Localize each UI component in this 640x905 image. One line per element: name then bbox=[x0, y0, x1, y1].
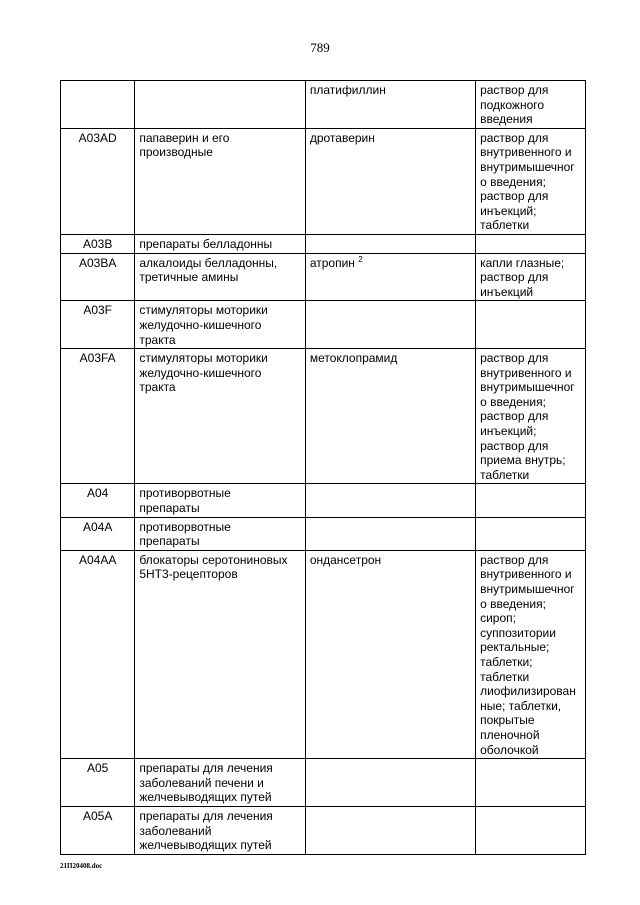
dosage-form-cell-text: капли глазные; раствор для инъекций bbox=[480, 255, 565, 299]
atc-code-cell bbox=[61, 234, 135, 253]
table-body bbox=[61, 81, 586, 855]
pharmacological-group-cell bbox=[135, 550, 305, 758]
table-row bbox=[61, 253, 586, 301]
atc-code-cell-text: A04AA bbox=[78, 552, 117, 567]
table-row bbox=[61, 484, 586, 517]
pharmacological-group-cell bbox=[135, 806, 305, 854]
dosage-form-cell bbox=[476, 349, 586, 484]
table-row bbox=[61, 517, 586, 550]
drug-name-cell bbox=[305, 128, 475, 234]
atc-code-cell-text: A03F bbox=[83, 303, 113, 318]
footer-doc-code: 21П20408.doc bbox=[60, 862, 103, 870]
atc-code-cell bbox=[61, 301, 135, 349]
pharmacological-group-cell-text: стимуляторы моторики желудочно-кишечного тракта bbox=[139, 351, 268, 395]
table-row bbox=[61, 301, 586, 349]
drug-name-cell bbox=[305, 301, 475, 349]
dosage-form-cell-text: раствор для внутривенного и внутримышечног о введения; раствор для инъекций; таблетки bbox=[480, 130, 575, 233]
pharmacological-group-cell-text: блокаторы серотониновых 5HT3-рецепторов bbox=[139, 552, 288, 582]
dosage-form-cell bbox=[476, 81, 586, 129]
dosage-form-cell bbox=[476, 301, 586, 349]
table-row bbox=[61, 806, 586, 854]
pharmacological-group-cell-text: препараты для лечения заболеваний печени и желчевыводящих путей bbox=[139, 761, 273, 805]
atc-code-cell bbox=[61, 759, 135, 807]
pharmacological-group-cell bbox=[135, 349, 305, 484]
dosage-form-cell bbox=[476, 806, 586, 854]
pharmacological-group-cell bbox=[135, 517, 305, 550]
drug-name-cell bbox=[305, 806, 475, 854]
dosage-form-cell bbox=[476, 484, 586, 517]
pharmacological-group-cell bbox=[135, 81, 305, 129]
pharmacological-group-cell bbox=[135, 253, 305, 301]
drug-name-cell bbox=[305, 253, 475, 301]
dosage-form-cell-text: раствор для подкожного введения bbox=[480, 83, 549, 127]
drug-name-cell-text: платифиллин bbox=[309, 83, 386, 97]
atc-code-cell-text: A03B bbox=[82, 236, 113, 251]
drug-name-cell-text: атропин bbox=[309, 255, 355, 270]
atc-code-cell bbox=[61, 517, 135, 550]
pharmacological-group-cell-text: противорвотные препараты bbox=[139, 519, 231, 549]
atc-code-cell bbox=[61, 128, 135, 234]
pharmacological-group-cell bbox=[135, 301, 305, 349]
atc-code-cell-text: A04 bbox=[86, 486, 109, 501]
atc-code-cell-text: A03AD bbox=[78, 130, 117, 145]
atc-code-cell bbox=[61, 253, 135, 301]
table-row bbox=[61, 81, 586, 129]
atc-code-cell bbox=[61, 349, 135, 484]
dosage-form-cell bbox=[476, 234, 586, 253]
table-row bbox=[61, 759, 586, 807]
drug-name-cell bbox=[305, 234, 475, 253]
drug-name-cell bbox=[305, 517, 475, 550]
footnote-mark: 2 bbox=[358, 254, 363, 264]
pharmacological-group-cell-text: препараты белладонны bbox=[139, 236, 273, 251]
dosage-form-cell bbox=[476, 128, 586, 234]
table-row bbox=[61, 349, 586, 484]
drug-name-cell bbox=[305, 81, 475, 129]
atc-code-cell bbox=[61, 550, 135, 758]
atc-code-cell-text: A03FA bbox=[79, 351, 116, 366]
atc-code-cell bbox=[61, 806, 135, 854]
drug-table bbox=[60, 80, 586, 855]
dosage-form-cell bbox=[476, 759, 586, 807]
drug-name-cell bbox=[305, 759, 475, 807]
atc-code-cell-text: A03BA bbox=[78, 255, 117, 270]
dosage-form-cell-text: раствор для внутривенного и внутримышечног о введения; раствор для инъекций; раствор для приема внутрь; таблетки bbox=[480, 351, 575, 482]
dosage-form-cell bbox=[476, 517, 586, 550]
drug-name-cell-text: ондансетрон bbox=[309, 552, 382, 567]
pharmacological-group-cell-text: алкалоиды белладонны, третичные амины bbox=[139, 255, 278, 285]
atc-code-cell-text: A05 bbox=[86, 761, 109, 776]
pharmacological-group-cell bbox=[135, 759, 305, 807]
atc-code-cell bbox=[61, 81, 135, 129]
pharmacological-group-cell-text: стимуляторы моторики желудочно-кишечного тракта bbox=[139, 303, 268, 347]
pharmacological-group-cell-text: препараты для лечения заболеваний желчевыводящих путей bbox=[139, 808, 273, 853]
pharmacological-group-cell bbox=[135, 234, 305, 253]
table-row bbox=[61, 234, 586, 253]
atc-code-cell bbox=[61, 484, 135, 517]
dosage-form-cell-text: раствор для внутривенного и внутримышечног о введения; сироп; суппозитории ректальные; таблетки; таблетки лиофилизирован ные; таблетки, покрытые пленочной оболочкой bbox=[480, 552, 576, 757]
atc-code-cell-text: A04A bbox=[82, 519, 113, 534]
atc-code-cell-text: A05A bbox=[82, 808, 113, 823]
drug-name-cell-text: метоклопрамид bbox=[309, 351, 398, 366]
page-number: 789 bbox=[310, 40, 330, 55]
drug-name-cell bbox=[305, 349, 475, 484]
dosage-form-cell bbox=[476, 550, 586, 758]
pharmacological-group-cell bbox=[135, 484, 305, 517]
pharmacological-group-cell bbox=[135, 128, 305, 234]
table-row bbox=[61, 550, 586, 758]
dosage-form-cell bbox=[476, 253, 586, 301]
pharmacological-group-cell-text: папаверин и его производные bbox=[139, 130, 230, 160]
pharmacological-group-cell-text: противорвотные препараты bbox=[139, 486, 231, 516]
drug-name-cell-text: дротаверин bbox=[309, 130, 375, 145]
drug-name-cell bbox=[305, 484, 475, 517]
table-row bbox=[61, 128, 586, 234]
drug-name-cell bbox=[305, 550, 475, 758]
